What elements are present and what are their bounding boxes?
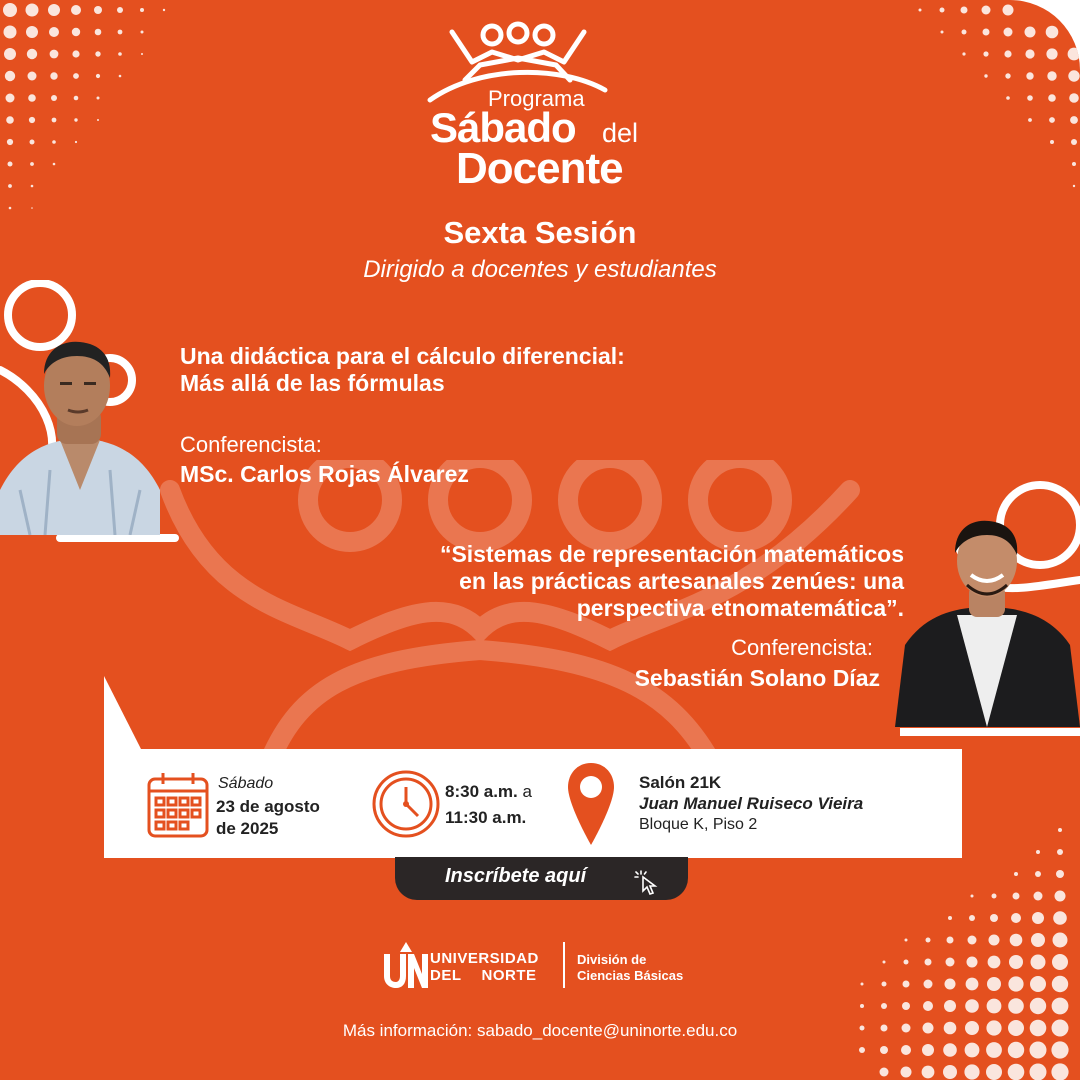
logo-docente-text: Docente	[456, 144, 623, 193]
event-date-line1: 23 de agosto	[216, 797, 320, 816]
event-time-end: 11:30 a.m.	[445, 808, 527, 827]
talk2-speaker-name: Sebastián Solano Díaz	[634, 665, 880, 691]
event-room: Salón 21K	[639, 773, 722, 792]
division-name-line1: División de	[577, 952, 647, 967]
event-day: Sábado	[218, 775, 274, 792]
time-joiner: a	[522, 782, 532, 801]
talk1-speaker-name: MSc. Carlos Rojas Álvarez	[180, 461, 469, 487]
talk1-title-line1: Una didáctica para el cálculo diferencial:	[180, 343, 625, 369]
university-name-line2	[430, 967, 539, 984]
speaker2-photo	[895, 515, 1080, 727]
talk2-speaker-label: Conferencista:	[731, 635, 873, 660]
logo-program-text: Programa	[488, 86, 585, 111]
event-details-card	[104, 749, 962, 858]
event-block: Bloque K, Piso 2	[639, 816, 758, 833]
talk2-title-line1: “Sistemas de representación matemáticos	[439, 541, 904, 567]
logo-sabado-text: Sábado	[430, 104, 576, 151]
division-name	[577, 952, 683, 984]
talk1-speaker-label: Conferencista:	[180, 432, 322, 457]
location-pin-icon	[566, 761, 616, 847]
contact-info: Más información: sabado_docente@uninorte.edu.co	[342, 1021, 738, 1040]
talk2-title	[184, 541, 904, 622]
footer-divider	[563, 942, 565, 988]
talk2-title-line2: en las prácticas artesanales zenúes: una	[459, 568, 904, 594]
university-name	[430, 950, 539, 984]
talk1-title	[180, 343, 625, 397]
register-button-label: Inscríbete aquí	[445, 865, 587, 887]
time-start-value: 8:30 a.m.	[445, 782, 518, 801]
session-audience: Dirigido a docentes y estudiantes	[363, 256, 717, 283]
event-time-start	[445, 782, 532, 802]
session-title: Sexta Sesión	[443, 215, 637, 250]
halftone-dots-top-right	[860, 0, 1080, 250]
university-name-line1: UNIVERSIDAD	[430, 950, 539, 967]
speaker1-photo	[0, 330, 160, 535]
division-name-line2: Ciencias Básicas	[577, 968, 684, 983]
cursor-click-icon	[633, 869, 661, 895]
card-speech-tail	[104, 676, 144, 751]
university-name-norte: NORTE	[481, 967, 537, 984]
university-logo-icon	[380, 940, 430, 992]
university-name-del: DEL	[430, 967, 462, 984]
register-button[interactable]	[395, 857, 688, 900]
talk2-title-line3: perspectiva etnomatemática”.	[576, 595, 904, 621]
logo-del-text: del	[602, 118, 639, 148]
event-building: Juan Manuel Ruiseco Vieira	[639, 794, 864, 813]
calendar-icon	[146, 771, 210, 839]
clock-icon	[371, 769, 441, 839]
halftone-dots-top-left	[0, 0, 200, 240]
event-date-line2: de 2025	[216, 819, 279, 838]
talk1-title-line2: Más allá de las fórmulas	[180, 370, 445, 396]
